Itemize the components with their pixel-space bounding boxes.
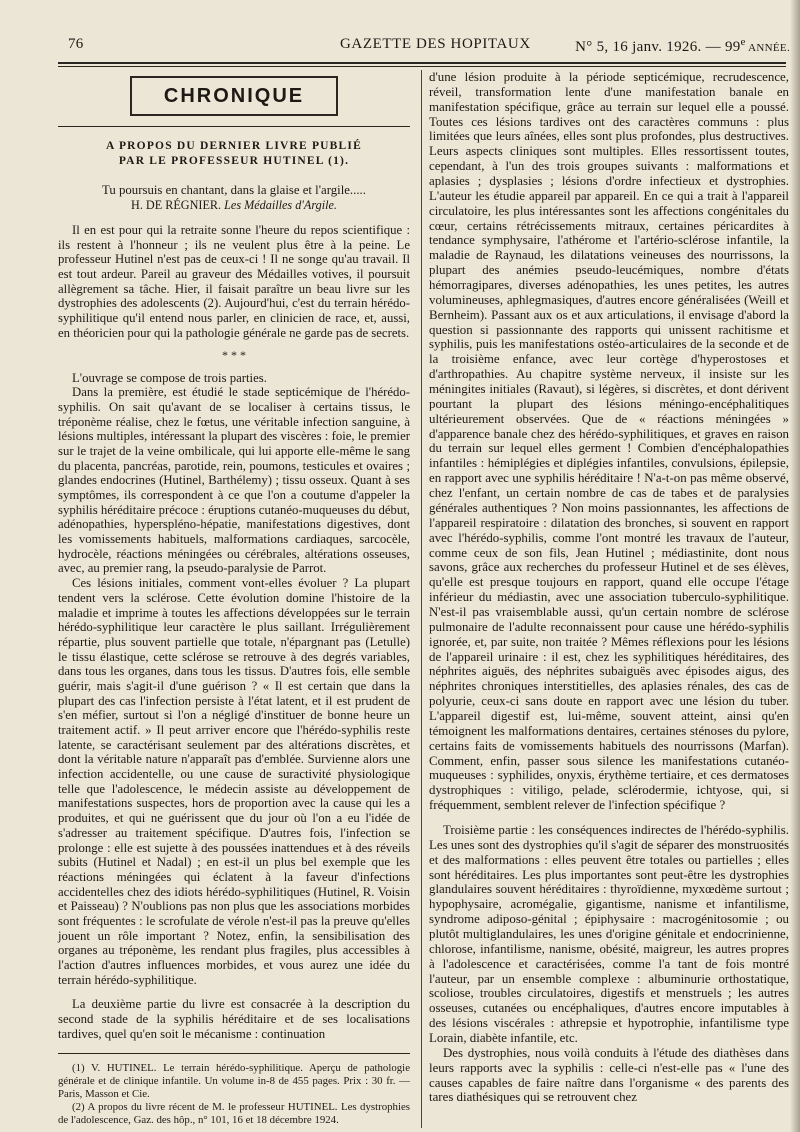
column-divider	[421, 70, 422, 1128]
running-header	[58, 36, 790, 58]
subheading-line-2: PAR LE PROFESSEUR HUTINEL (1).	[118, 155, 350, 167]
header-rule	[58, 62, 786, 64]
article-subheading	[58, 139, 410, 169]
paragraph: Ces lésions initiales, comment vont-elles évoluer ? La plupart tendent vers la sclérose. Cette évolution domine l'histoire de la maladie et imprime à toutes les affections développées sur le terrain hérédo-syphilitique leur caractère le plus saillant. Irrégulièrement répartie, plus souvent partielle que totale, n'épargnant pas (Letulle) le tissu élastique, cette sclérose se retrouve à des degrés variables, dans tous les organes, dans tous les tissus. D'autres fois, elle semble guérir, mais s'agit-il d'une guérison ? « Il est certain que dans la plupart des cas l'infection persiste à l'état latent, et il est prudent de s'en méfier, surtout si l'on a négligé d'instituer de bonne heure un traitement actif. » Il peut arriver encore que l'hérédo-syphilis reste latente, se caractérisant seulement par des altérations discrètes, et dont la véritable nature n'apparaît pas d'emblée. Survienne alors une infection accidentelle, ou une cause de suractivité physiologique telle que l'adolescence, le médecin assiste au développement de manifestations suspectes, hors de proportion avec la cause qui les a produites, et qui ne guérissent que du jour où l'on a eu l'idée de s'adresser au traitement spécifique. D'autres fois, l'infection se prolonge : elle est sujette à des poussées inattendues et à des réveils subits (Hutinel et Nadal) ; en est-il un plus bel exemple que les réactions méningées qui éclatent à la faveur d'infections accidentelles chez des idiots hérédo-syphilitiques (Hutinel, R. Voisin et Paisseau) ? N'oublions pas non plus que les associations morbides sont fréquentes : le scrofulate de vérole n'est-il pas la preuve qu'elles jouent un rôle important ? Notez, enfin, la sensibilisation des organes au tréponème, les rendant plus fragiles, plus accessibles à l'action d'autres influences morbides, et vous aurez une idée du terrain hérédo-syphilitique.	[58, 576, 410, 987]
section-separator: * * *	[222, 347, 246, 362]
journal-title: GAZETTE DES HOPITAUX	[340, 36, 531, 52]
footnote-2: (2) A propos du livre récent de M. le professeur HUTINEL. Les dystrophies de l'adolescence, Gaz. des hôp., n° 101, 16 et 18 décembre 1924.	[58, 1100, 410, 1126]
epigraph-attribution	[58, 198, 410, 213]
title-rule	[58, 126, 410, 127]
issue-suffix: e	[740, 36, 746, 48]
left-column	[58, 70, 410, 1126]
paragraph: La deuxième partie du livre est consacrée à la description du second stade de la syphilis héréditaire et de ses localisations tardives, quel qu'en soit le mécanisme : continuation	[58, 997, 410, 1041]
epigraph-text: Tu poursuis en chantant, dans la glaise et l'argile.....	[102, 183, 366, 197]
subheading-line-1: A PROPOS DU DERNIER LIVRE PUBLIÉ	[106, 140, 362, 152]
issue-info	[575, 36, 790, 56]
epigraph	[58, 183, 410, 213]
paragraph: d'une lésion produite à la période septicémique, recrudescence, réveil, transformation lente d'une manifestation banale en manifestation spécifique, grâce au terrain sur lequel elle a poussé. Toutes ces lésions tardives ont des caractères communs : plus limitées que leurs aînées, elles sont plus profondes, plus destructives. Leurs aspects cliniques sont multiples. Elles ressortissent toutes, cependant, à l'un des trois groupes suivants : malformations et aplasies ; dysplasies ; lésions d'ordre infectieux et dystrophies. L'auteur les étudie appareil par appareil. En ce qui a trait à l'appareil circulatoire, les plus intéressantes sont les affections congénitales du cœur, certains rétrécissements mitraux, certaines péricardites à tendance symphysaire, l'athérome et l'artério-sclérose infantile, la maladie de Raynaud, les dilatations veineuses des nourrissons, la plupart des anémies pseudo-leucémiques, nombre d'états hémorragipares, diverses adénopathies, les unes petites, les autres volumineuses, aphlegmasiques, d'autres encore généralisées (Weill et Bernheim). Passant aux os et aux articulations, il envisage d'abord la question si passionnante des rapports qui unissent rachitisme et syphilis, puis les manifestations ostéo-articulaires de la seconde et de la troisième enfance, avec leur cortège d'hyperostoses et d'arthropathies. Au chapitre système nerveux, il insiste sur les méningites initiales (Ravaut), si légères, si discrètes, et dont dérivent pourtant la plupart des lésions méningo-encéphalitiques ultérieurement observées. Que de « réactions méningées » d'apparence banale chez des hérédo-syphilitiques, et graves en raison du terrain sur lequel elles germent ! Combien d'encéphalopathies infantiles : hémiplégies et diplégies infantiles, convulsions, épilepsie, en rapport avec une syphilis héréditaire ! N'a-t-on pas même observé, chez l'enfant, un certain nombre de cas de tabes et de paralysies générales authentiques ? Non moins passionnantes, les affections de l'appareil respiratoire : dilatation des bronches, si souvent en rapport avec l'hérédo-syphilis, comme l'ont montré les travaux de l'auteur, comme ceux de son fils, Jean Hutinel ; médiastinite, dont nous savons, grâce aux recherches du professeur Hutinel et de ses élèves, qu'elle est presque toujours en rapport, quand elle occupe l'étage inférieur du médiastin, avec une association tuberculo-syphilitique. N'est-il pas vraisemblable aussi, qu'un certain nombre de sclérose pulmonaire de l'adulte reconnaissent pour cause une hérédo-syphilis ignorée, et, par suite, non traitée ? Mêmes réflexions pour les lésions de l'appareil urinaire : il est, chez les syphilitiques héréditaires, des néphrites aiguës, des néphrites subaiguës avec épisodes aigus, des néphrites chroniques interstitielles, des aplasies rénales, des cas de polyurie, ceux-ci sans doute en rapport avec une lésion du tuber. L'appareil digestif est, lui-même, souvent atteint, ainsi qu'en témoignent les malformations dentaires, certaines sténoses du pylore, certains faits de vomissements habituels des nourrissons (Marfan). Comment, enfin, passer sous silence les manifestations cutanéo-muqueuses : syphilides, onyxis, érythème tertiaire, et ces dermatoses dystrophiques : vitiligo, pelade, sclérodermie, ichtyose, qui, si fréquemment, semblent relever de l'infection spécifique ?	[429, 70, 789, 813]
epigraph-author: H. DE RÉGNIER.	[131, 198, 222, 212]
section-title: CHRONIQUE	[163, 84, 305, 107]
epigraph-work: Les Médailles d'Argile.	[224, 198, 337, 212]
footnote-1: (1) V. HUTINEL. Le terrain hérédo-syphilitique. Aperçu de pathologie générale et de clinique infantile. Un volume in-8 de 455 pages. Prix : 30 fr. — Paris, Masson et Cie.	[58, 1062, 410, 1100]
page-number: 76	[68, 36, 84, 52]
section-title-box	[130, 76, 338, 116]
right-column	[429, 70, 789, 1105]
issue-year-label: ANNÉE.	[745, 42, 790, 54]
page-edge-shadow	[790, 0, 800, 1132]
paragraph: Dans la première, est étudié le stade septicémique de l'hérédo-syphilis. On sait qu'avant de se localiser à certains tissus, le tréponème réalise, chez le fœtus, une véritable infection sanguine, à lésions multiples, intéressant la plupart des viscères : foie, le premier sur le trajet de la veine ombilicale, qui lui apporte elle-même le sang du placenta, pancréas, parotide, rein, poumons, testicules et ovaires ; glandes endocrines (Hutinel, Barthélemy) ; tissu osseux. Quant à ses symptômes, ils correspondent à ce que l'on a coutume d'appeler la syphilis héréditaire précoce : éruptions cutanéo-muqueuses du début, adénopathies, hypersplénо-hépatie, manifestations digestives, dont les vomissements habituels, malformations cardiaques, sarcocèle, hydrocèle, réactions méningées ou cérébrales, altérations osseuses, avec, au premier rang, la pseudo-paralysie de Parrot.	[58, 385, 410, 576]
paragraph: Il en est pour qui la retraite sonne l'heure du repos scientifique : ils restent à l'honneur ; ils ne veulent plus être à la peine. Le professeur Hutinel n'est pas de ceux-ci ! Il ne songe qu'au travail. Il est tout ardeur. Pareil au graveur des Médailles votives, il poursuit allègrement sa tâche. Hier, il faisait paraître un beau livre sur les dystrophies des adolescents (2). Aujourd'hui, c'est du terrain hérédo-syphilitique qu'il entend nous parler, en clinicien de race, et, aussi, en théoricien pour qui la pathologie générale ne garde pas de secrets.	[58, 223, 410, 340]
issue-number: N° 5, 16 janv. 1926. — 99	[575, 39, 741, 55]
footnote-rule	[58, 1053, 410, 1054]
paragraph: Des dystrophies, nous voilà conduits à l'étude des diathèses dans leurs rapports avec la syphilis : celle-ci n'est-elle pas « l'une des causes capables de faire naître dans l'organisme « des parents des tares diathésiques qui se retrouvent chez	[429, 1045, 789, 1105]
paragraph: Troisième partie : les conséquences indirectes de l'hérédo-syphilis. Les unes sont des dystrophies qu'il s'agit de séparer des monstruosités et des malformations : elles peuvent être totales ou partielles ; elles sont héréditaires. Les plus importantes sont peut-être les dystrophies glandulaires souvent héréditaires : thyroïdienne, myxœdème surtout ; hypophysaire, acromégalie, gigantisme, nanisme et infantilisme, syndrome adiposo-génital ; épiphysaire : macrogénitosomie ; ou plutôt multiglandulaires, les unes d'origine génitale et endocrinienne, chlorose, infantilisme, nanisme, obésité, maigreur, les autres propres à l'adolescence et caractérisées, comme l'a tant de fois montré l'auteur, par un ensemble complexe : albuminurie orthostatique, scoliose, troubles circulatoires, digestifs et menstruels ; les autres osseuses, cutanées ou encéphaliques, d'autres encore imputables à des lésions viscérales : athrepsie et hypotrophie, infantilisme type Lorain, diabète infantile, etc.	[429, 822, 789, 1045]
header-rule-thin	[58, 66, 786, 67]
paragraph: L'ouvrage se compose de trois parties.	[72, 370, 267, 385]
